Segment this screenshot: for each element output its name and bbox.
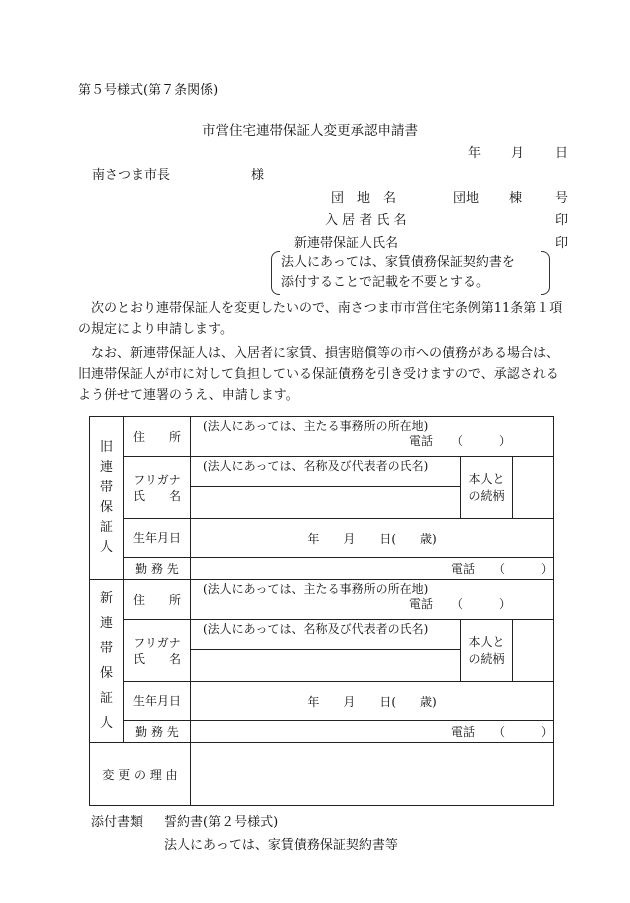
date-year-label: 年 — [468, 146, 482, 161]
addressee-honorific: 様 — [251, 168, 265, 183]
old-workplace-row — [90, 558, 554, 580]
new-furigana-label: フリガナ — [133, 635, 181, 650]
old-birthdate-row — [90, 519, 554, 558]
old-birthdate-value: 年 月 日( 歳) — [307, 531, 437, 546]
old-relation-label — [461, 457, 513, 519]
new-name-labels — [124, 620, 191, 682]
danchi-name-label: 団 地 名 — [331, 191, 397, 206]
resident-seal-mark: 印 — [555, 213, 569, 228]
new-address-label: 住 所 — [124, 580, 191, 620]
new-address-row — [90, 580, 554, 620]
old-workplace-field[interactable] — [191, 558, 554, 580]
old-address-label: 住 所 — [124, 417, 191, 457]
new-birthdate-field[interactable] — [191, 682, 554, 721]
resident-name-label: 入 居 者 氏 名 — [325, 213, 407, 228]
reason-row — [90, 743, 554, 806]
form-number: 第５号様式(第７条関係) — [78, 83, 219, 98]
new-guarantor-name-label: 新連帯保証人氏名 — [294, 236, 399, 251]
old-address-field[interactable] — [191, 417, 554, 457]
new-birthdate-label: 生年月日 — [124, 682, 191, 721]
old-address-phone: 電話 （ ） — [409, 434, 512, 448]
date-day-label: 日 — [555, 146, 569, 161]
old-birthdate-label: 生年月日 — [124, 519, 191, 558]
new-address-field[interactable] — [191, 580, 554, 620]
old-guarantor-section-label: 旧連帯保証人 — [90, 417, 124, 580]
date-month-label: 月 — [511, 146, 525, 161]
new-address-phone: 電話 （ ） — [409, 597, 512, 611]
old-furigana-field[interactable] — [191, 457, 461, 487]
building-suffix: 棟 — [509, 191, 523, 206]
corp-note-left-bracket — [271, 251, 280, 295]
old-address-row — [90, 417, 554, 457]
corp-note-right-bracket — [541, 251, 550, 295]
old-relation-label-line-1: 本人と — [468, 471, 505, 486]
old-name-label: 氏 名 — [132, 488, 181, 503]
old-workplace-label: 勤 務 先 — [124, 558, 191, 580]
new-relation-label — [461, 620, 513, 682]
old-furigana-row — [90, 457, 554, 487]
old-relation-field[interactable] — [513, 457, 554, 519]
old-address-note: (法人にあっては、主たる事務所の所在地) — [203, 419, 429, 433]
old-workplace-phone: 電話 （ ） — [451, 562, 554, 576]
guarantor-table — [89, 416, 554, 806]
number-suffix: 号 — [555, 191, 569, 206]
new-address-note: (法人にあっては、主たる事務所の所在地) — [203, 582, 429, 596]
document-title: 市営住宅連帯保証人変更承認申請書 — [202, 123, 418, 139]
new-workplace-phone: 電話 （ ） — [451, 725, 554, 739]
old-name-field[interactable] — [191, 487, 461, 519]
new-name-note: (法人にあっては、名称及び代表者の氏名) — [203, 622, 429, 636]
body-paragraph-1: 次のとおり連帯保証人を変更したいので、南さつま市市営住宅条例第11条第１項の規定により申請します。 — [78, 301, 563, 337]
attachment-item-2: 法人にあっては、家賃債務保証契約書等 — [164, 838, 398, 853]
new-furigana-row — [90, 620, 554, 650]
new-guarantor-seal-mark: 印 — [555, 236, 569, 251]
reason-label: 変 更 の 理 由 — [90, 743, 191, 806]
new-birthdate-value: 年 月 日( 歳) — [307, 694, 437, 709]
attachments-label: 添付書類 — [91, 815, 144, 830]
old-relation-label-line-2: の続柄 — [468, 488, 505, 503]
new-workplace-field[interactable] — [191, 721, 554, 743]
new-birthdate-row — [90, 682, 554, 721]
danchi-suffix: 団地 — [453, 191, 480, 206]
old-name-labels — [124, 457, 191, 519]
new-guarantor-section-label: 新連帯保証人 — [90, 580, 124, 743]
new-name-label: 氏 名 — [132, 651, 181, 666]
reason-field[interactable] — [191, 743, 554, 806]
new-name-field[interactable] — [191, 650, 461, 682]
addressee-name: 南さつま市長 — [92, 168, 171, 183]
attachment-item-1: 誓約書(第２号様式) — [164, 815, 279, 830]
old-birthdate-field[interactable] — [191, 519, 554, 558]
new-relation-field[interactable] — [513, 620, 554, 682]
old-name-note: (法人にあっては、名称及び代表者の氏名) — [203, 459, 429, 473]
new-relation-label-line-2: の続柄 — [468, 651, 505, 666]
corp-note-line-1: 法人にあっては、家賃債務保証契約書を — [281, 255, 515, 270]
new-workplace-row — [90, 721, 554, 743]
corp-note-line-2: 添付することで記載を不要とする。 — [281, 275, 490, 290]
old-furigana-label: フリガナ — [133, 472, 181, 487]
new-relation-label-line-1: 本人と — [468, 634, 505, 649]
body-paragraph-2: なお、新連帯保証人は、入居者に家賃、損害賠償等の市への債務がある場合は、旧連帯保証人が市に対して負担している保証債務を引き受けますので、承認されるよう併せて連署のうえ、申請します。 — [78, 346, 560, 403]
new-workplace-label: 勤 務 先 — [124, 721, 191, 743]
new-furigana-field[interactable] — [191, 620, 461, 650]
